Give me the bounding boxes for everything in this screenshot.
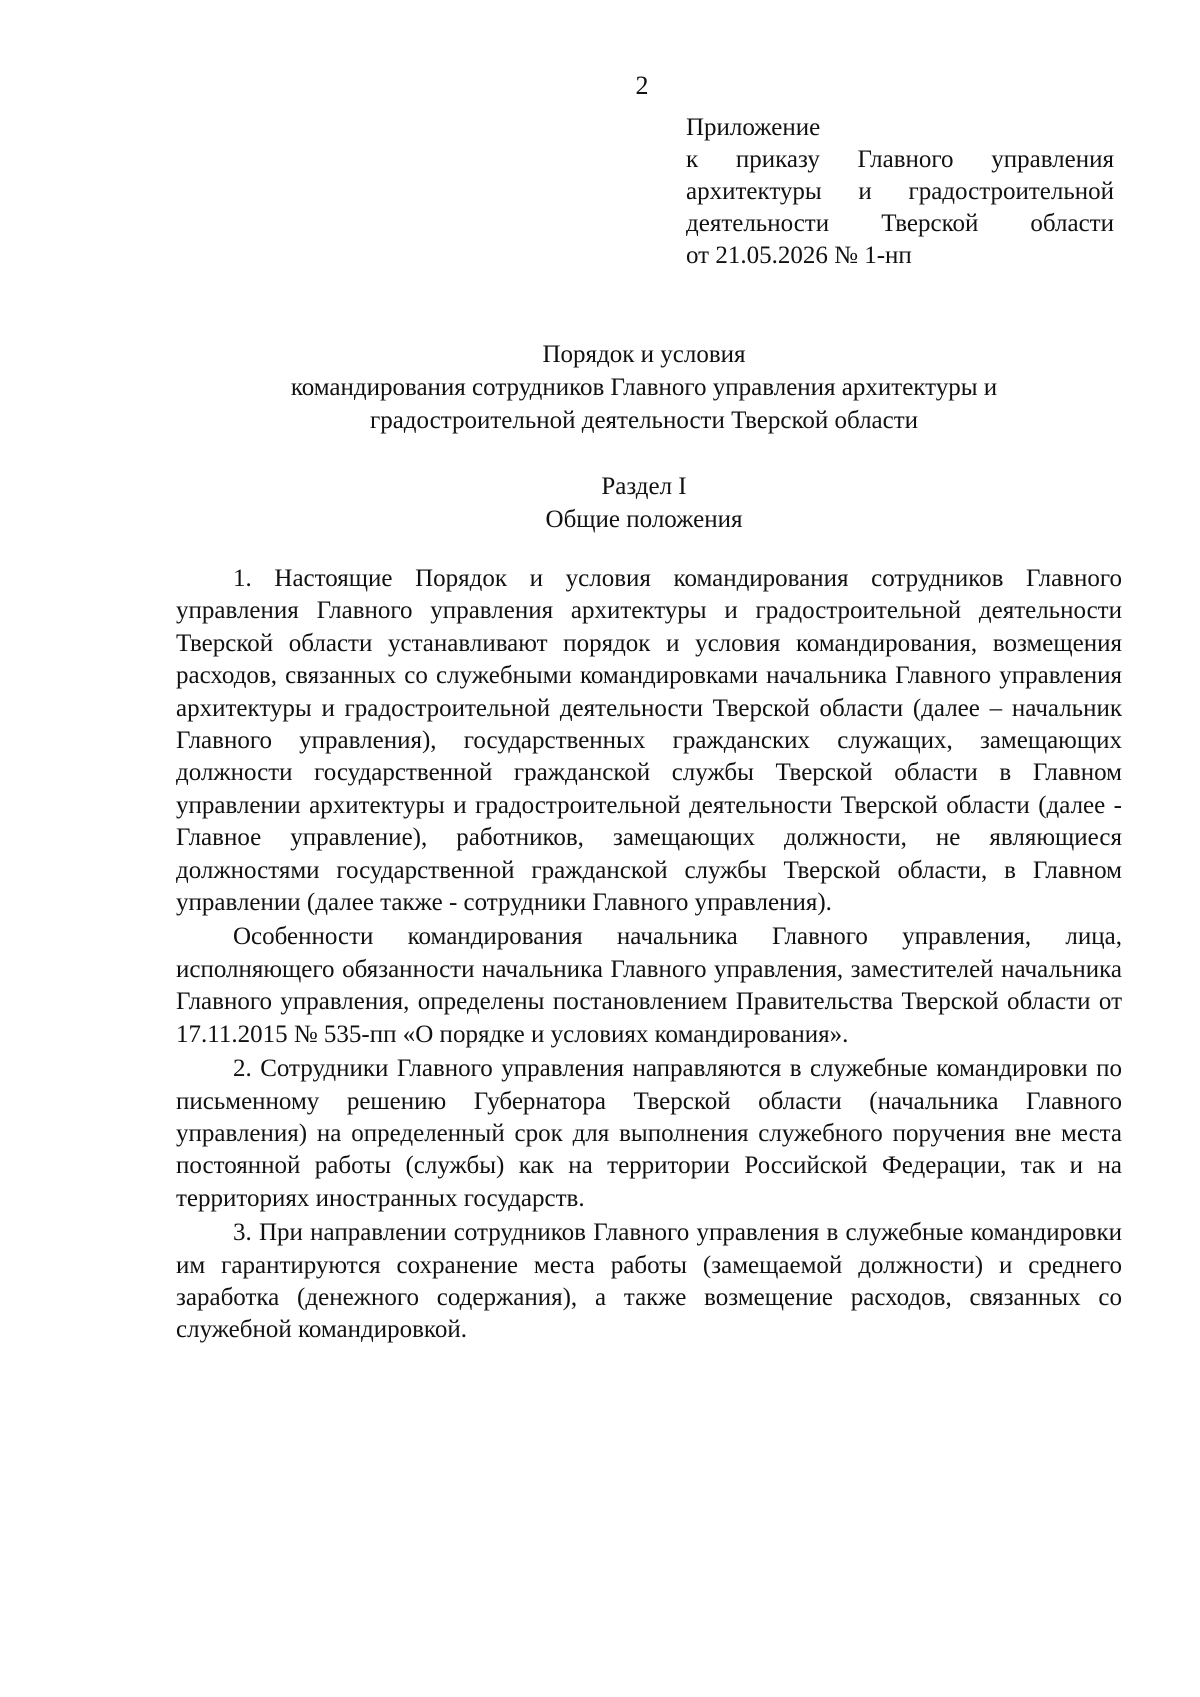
document-title xyxy=(180,338,1108,437)
section-heading xyxy=(180,470,1108,536)
appendix-line: от 21.05.2026 № 1-нп xyxy=(686,242,912,269)
paragraph: Особенности командирования начальника Главного управления, лица, исполняющего обязанности начальника Главного управления, заместителей начальника Главного управления, определены постановлением Правительства Тверской области от 17.11.2015 № 535-пп «О порядке и условиях командирования». xyxy=(176,923,1122,1048)
appendix-line: к приказу Главного управления xyxy=(686,146,1114,173)
page-number: 2 xyxy=(635,71,649,100)
section-number: Раздел I xyxy=(601,473,687,500)
paragraph: 2. Сотрудники Главного управления направляются в служебные командировки по письменному решению Губернатора Тверской области (начальника Главного управления) на определенный срок для выполнения служебного поручения вне места постоянной работы (службы) как на территории Российской Федерации, так и на территориях иностранных государств. xyxy=(176,1055,1122,1212)
title-line: градостроительной деятельности Тверской области xyxy=(369,407,919,434)
title-line: командирования сотрудников Главного управления архитектуры и xyxy=(290,374,998,401)
section-name: Общие положения xyxy=(545,506,743,533)
appendix-line: деятельности Тверской области xyxy=(686,210,1114,237)
paragraph: 1. Настоящие Порядок и условия командирования сотрудников Главного управления Главного управления архитектуры и градостроительной деятельности Тверской области устанавливают порядок и условия командирования, возмещения расходов, связанных со служебными командировками начальника Главного управления архитектуры и градостроительной деятельности Тверской области (далее – начальник Главного управления), государственных гражданских служащих, замещающих должности государственной гражданской службы Тверской области в Главном управлении архитектуры и градостроительной деятельности Тверской области (далее - Главное управление), работников, замещающих должности, не являющиеся должностями государственной гражданской службы Тверской области, в Главном управлении (далее также - сотрудники Главного управления). xyxy=(176,565,1122,917)
appendix-line: Приложение xyxy=(686,114,821,141)
paragraph: 3. При направлении сотрудников Главного управления в служебные командировки им гарантируются сохранение места работы (замещаемой должности) и среднего заработка (денежного содержания), а также возмещение расходов, связанных со служебной командировкой. xyxy=(176,1219,1122,1344)
title-line: Порядок и условия xyxy=(542,341,746,368)
appendix-line: архитектуры и градостроительной xyxy=(686,178,1114,205)
appendix-header xyxy=(686,112,1114,272)
document-body xyxy=(176,563,1122,1347)
